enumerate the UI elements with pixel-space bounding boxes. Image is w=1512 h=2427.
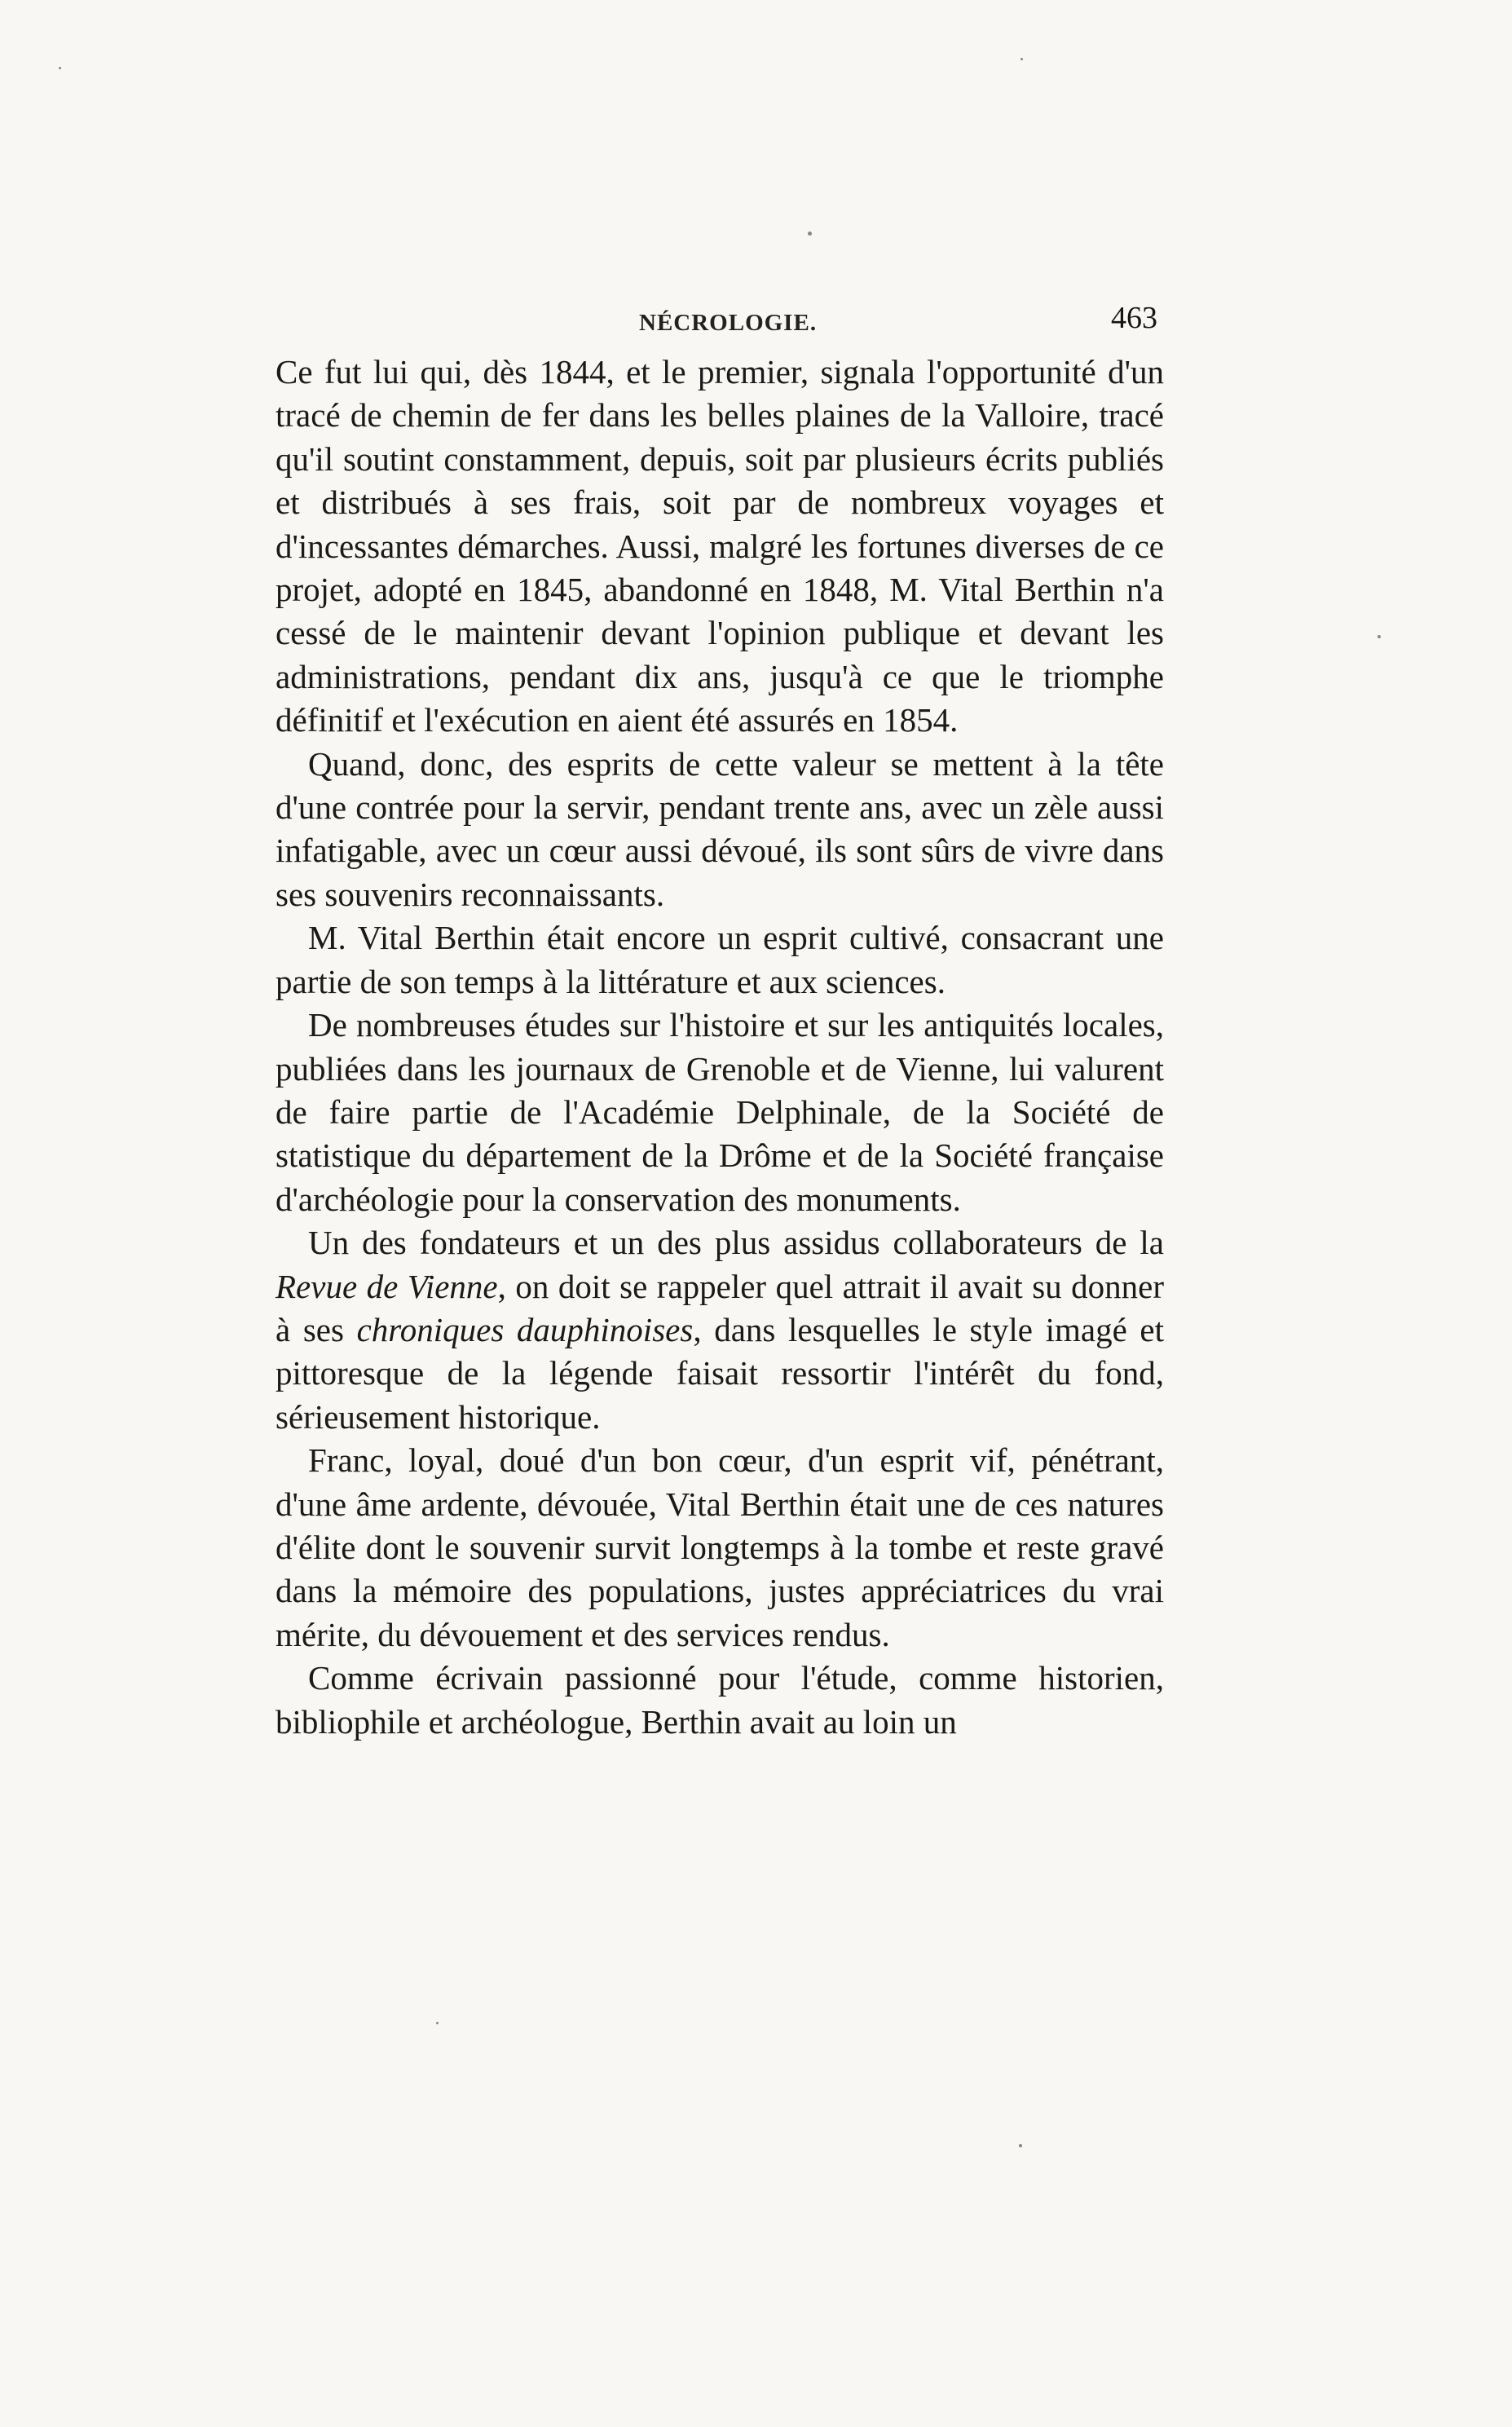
- paragraph-studies: De nombreuses études sur l'histoire et sur les antiquités locales, publiées dans les journaux de Grenoble et de Vienne, lui valurent de faire partie de l'Académie Delphinale, de la Société de statistique du département de la Drôme et de la Société française d'archéologie pour la conservation des monuments.: [276, 1006, 1164, 1218]
- running-head: NÉCROLOGIE.: [639, 310, 818, 336]
- paper-speck: [436, 2022, 439, 2024]
- paragraph-character: Franc, loyal, doué d'un bon cœur, d'un esprit vif, pénétrant, d'une âme ardente, dévouée, Vital Berthin était une de ces natures d'élite dont le souvenir survit longtemps à la tombe et reste gravé dans la mémoire des populations, justes appréciatrices du vrai mérite, du dévouement et des services rendus.: [276, 1441, 1164, 1653]
- paragraph-literature: M. Vital Berthin était encore un esprit cultivé, consacrant une partie de son temps à la littérature et aux sciences.: [276, 919, 1164, 1000]
- paper-speck: [59, 67, 61, 69]
- paragraph-railway: Ce fut lui qui, dès 1844, et le premier, signala l'opportunité d'un tracé de chemin de fer dans les belles plaines de la Valloire, tracé qu'il soutint constamment, depuis, soit par plusieurs écrits publiés et distribués à ses frais, soit par de nombreux voyages et d'incessantes démarches. Aussi, malgré les fortunes diverses de ce projet, adopté en 1845, abandonné en 1848, M. Vital Berthin n'a cessé de le maintenir devant l'opinion publique et devant les administrations, pendant dix ans, jusqu'à ce que le triomphe définitif et l'exécution en aient été assurés en 1854.: [276, 353, 1164, 739]
- paper-speck: [1020, 58, 1023, 60]
- paper-speck: [808, 232, 812, 236]
- paper-speck: [1019, 2144, 1022, 2147]
- paper-speck: [1378, 635, 1381, 638]
- italic-chroniques-dauphinoises: chroniques dauphinoises: [356, 1310, 694, 1348]
- paragraph-revue-text-2: , on doit se rappeler quel attrait il avait su donner à ses: [276, 1267, 1165, 1348]
- paragraph-writer: Comme écrivain passionné pour l'étude, comme historien, bibliophile et archéologue, Berthin avait au loin un: [276, 1659, 1164, 1741]
- paragraph-region-service: Quand, donc, des esprits de cette valeur se mettent à la tête d'une contrée pour la servir, pendant trente ans, avec un zèle aussi infatigable, avec un cœur aussi dévoué, ils sont sûrs de vivre dans ses souvenirs reconnaissants.: [276, 744, 1164, 913]
- paragraph-revue-text-3: , dans lesquelles le style imagé et pittoresque de la légende faisait ressortir l'intérêt du fond, sérieusement historique.: [276, 1310, 1165, 1436]
- body-text: [276, 351, 1164, 1744]
- page-header: [276, 298, 1164, 347]
- italic-revue-de-vienne: Revue de Vienne: [276, 1267, 498, 1305]
- paragraph-revue-de-vienne: [276, 1221, 1164, 1439]
- page-number: 463: [1111, 301, 1157, 335]
- paragraph-revue-text-1: Un des fondateurs et un des plus assidus collaborateurs de la: [308, 1224, 1164, 1262]
